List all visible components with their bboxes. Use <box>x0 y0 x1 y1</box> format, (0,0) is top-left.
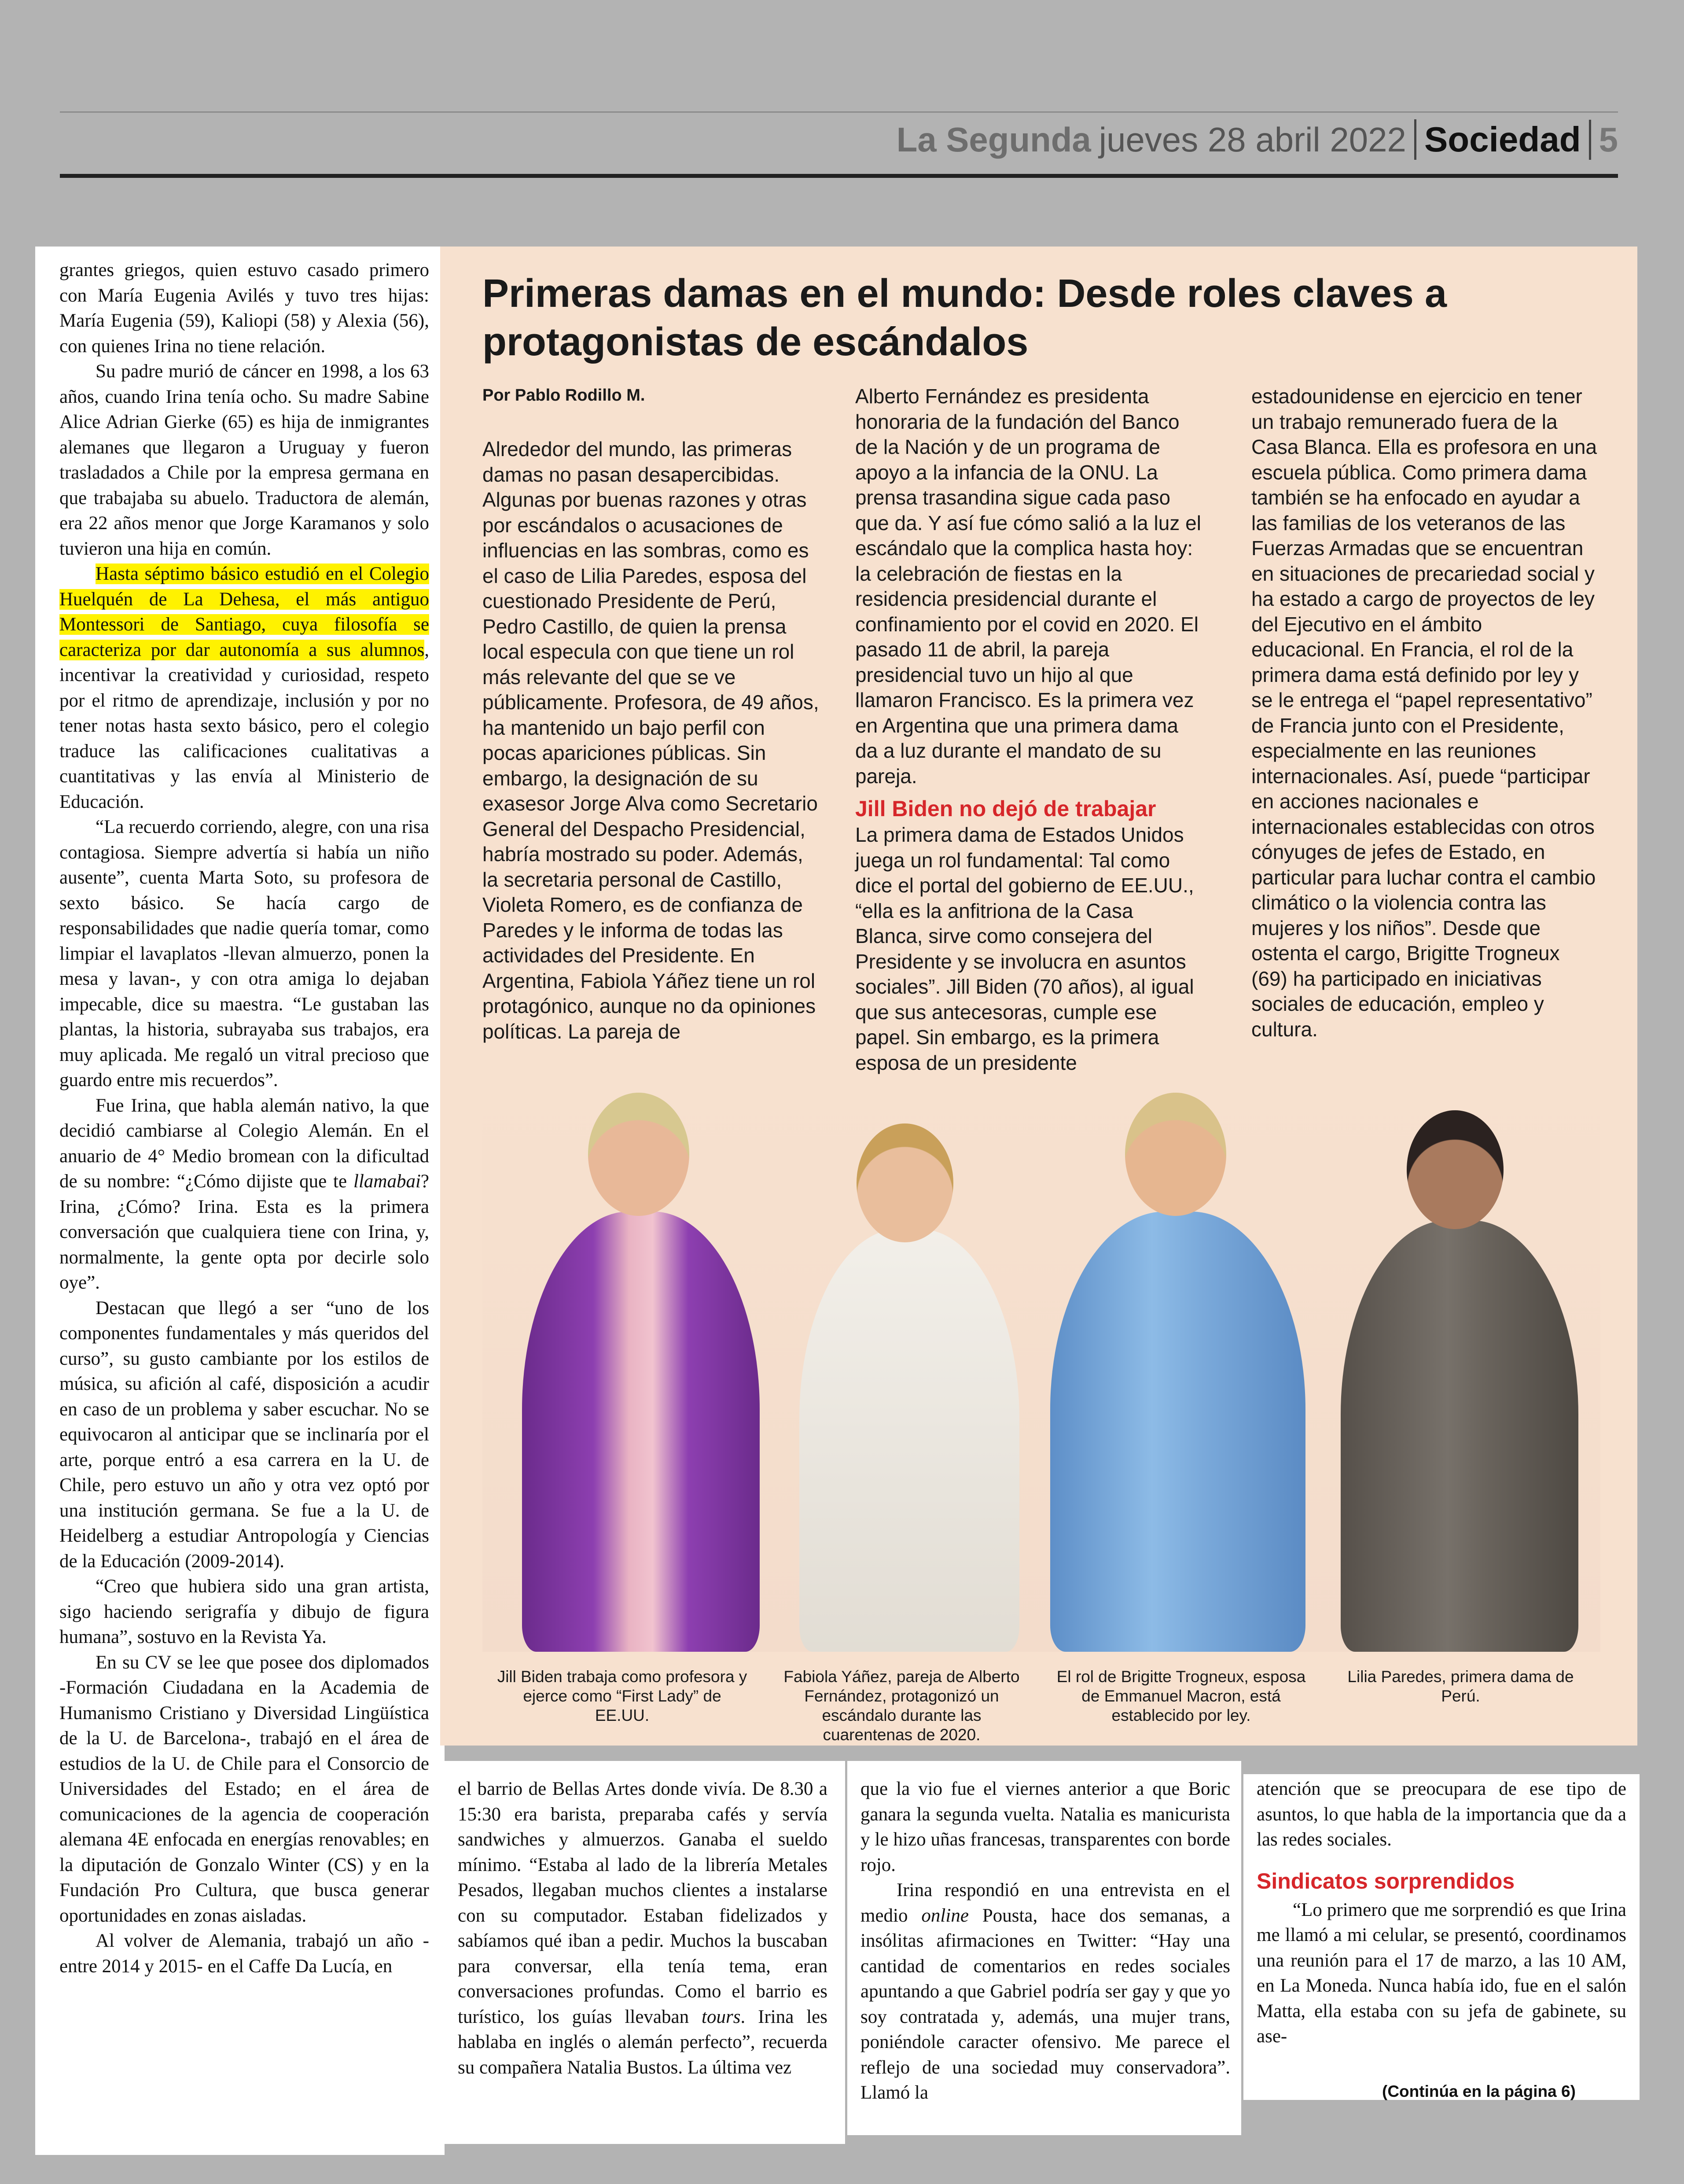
italic-word: tours <box>702 2006 741 2027</box>
paragraph <box>458 1776 827 2080</box>
paragraph: Alrededor del mundo, las primeras damas no pasan desapercibidas. Algunas por buenas razones y otras por escándalos o acusaciones de influencias en las sombras, como es el caso de Lilia Paredes, esposa del cuestionado Presidente de Perú, Pedro Castillo, de quien la prensa local especula con que tiene un rol más relevante del que se ve públicamente. Profesora, de 49 años, ha mantenido un bajo perfil con pocas apariciones públicas. Sin embargo, la designación de su exasesor Jorge Alva como Secretario General del Despacho Presidencial, habría mostrado su poder. Además, la secretaria personal de Castillo, Violeta Romero, es de confianza de Paredes y le informa de todas las actividades del Presidente. En Argentina, Fabiola Yáñez tiene un rol protagónico, aunque no da opiniones políticas. La pareja de <box>482 438 819 1043</box>
feature-box <box>440 247 1637 1746</box>
issue-date: jueves 28 abril 2022 <box>1099 120 1406 159</box>
feature-title: Primeras damas en el mundo: Desde roles claves a protagonistas de escándalos <box>482 272 1447 364</box>
figure-jill-biden <box>504 1088 777 1652</box>
paragraph-highlighted <box>59 561 429 814</box>
text-run: . Irina les hablaba en inglés o alemán perfecto”, recuerda su compañera Natalia Bustos. La última vez <box>458 2006 827 2078</box>
text-run: ? Irina, ¿Cómo? Irina. Esta es la primera conversación que cualquiera tiene con Irina, y, normalmente, la gente opta por decirle solo oye”. <box>59 1171 429 1293</box>
first-ladies-photo <box>482 1079 1600 1652</box>
paragraph: grantes griegos, quien estuvo casado primero con María Eugenia Avilés y tuvo tres hijas: María Eugenia (59), Kaliopi (58) y Alexia (56), con quienes Irina no tiene relación. <box>59 260 429 357</box>
feature-column-2 <box>855 384 1203 1075</box>
newspaper-name: La Segunda <box>896 120 1091 159</box>
paragraph: “Creo que hubiera sido una gran artista, sigo haciendo serigrafía y dibujo de figura humana”, sostuvo en la Revista Ya. <box>59 1576 429 1647</box>
text-run: Pousta, hace dos semanas, a insólitas afirmaciones en Twitter: “Hay una cantidad de comentarios en redes sociales apuntando a que Gabriel podría ser gay y que yo soy contratada y, además, una mujer trans, poniéndole caracter ofensivo. Me parece el reflejo de una sociedad muy conservadora”. Llamó la <box>860 1905 1230 2103</box>
italic-word: online <box>921 1905 969 1926</box>
paragraph: Destacan que llegó a ser “uno de los componentes fundamentales y más queridos del curso”, su gusto cambiante por los estilos de música, su afición al café, disposición a acudir en caso de un problema y saber escuchar. No se equivocaron al anticipar que se inclinaría por el arte, porque entró a esa carrera en la U. de Chile, pero estuvo un año y otra vez optó por una institución germana. Se fue a la U. de Heidelberg a estudiar Antropología y Ciencias de la Educación (2009-2014). <box>59 1297 429 1572</box>
text-run: Fue Irina, que habla alemán nativo, la que decidió cambiarse al Colegio Alemán. En el anuario de 4° Medio bromean con la dificultad de su nombre: “¿Cómo dijiste que te <box>59 1095 429 1192</box>
paragraph: que la vio fue el viernes anterior a que Boric ganara la segunda vuelta. Natalia es manicurista y le hizo uñas francesas, transparentes con borde rojo. <box>860 1779 1230 1875</box>
text-run: Irina respondió en una entrevista en el medio <box>860 1880 1230 1926</box>
caption: Fabiola Yáñez, pareja de Alberto Fernández, protagonizó un escándalo durante las cuarentenas de 2020. <box>783 1668 1020 1744</box>
header-top-rule <box>60 111 1618 113</box>
paragraph: Su padre murió de cáncer en 1998, a los 63 años, cuando Irina tenía ocho. Su madre Sabine Alice Adrian Gierke (65) es hija de inmigrantes alemanes que llegaron a Uruguay y fueron trasladados a Chile por la empresa germana en que trabajaba su abuelo. Traductora de alemán, era 22 años menor que Jorge Karamanos y solo tuvieron una hija en común. <box>59 361 429 559</box>
bottom-column-2-text <box>458 1776 827 2080</box>
feature-column-1 <box>482 437 821 1044</box>
highlighted-text: Hasta séptimo básico estudió en el Colegio Huelquén de La Dehesa, el más antiguo Montessori de Santiago, cuya filosofía se caracteriza por dar autonomía a sus alumnos <box>59 563 429 660</box>
text-run: el barrio de Bellas Artes donde vivía. De 8.30 a 15:30 era barista, preparaba cafés y servía sandwiches y almuerzos. Ganaba el sueldo mínimo. “Estaba al lado de la librería Metales Pesados, llegaban muchos clientes a instalarse con su computador. Estaban fidelizados y sabíamos qué iban a pedir. Muchos la buscaban para conversar, ella tenía tema, eran conversaciones profundas. Como el barrio es turístico, los guías llevaban <box>458 1779 827 2027</box>
subheading: Sindicatos sorprendidos <box>1257 1868 1515 1893</box>
bottom-column-4-text <box>1257 1776 1626 2049</box>
figure-fabiola-yanez <box>786 1115 1033 1652</box>
paragraph <box>59 1093 429 1296</box>
paragraph-rest: , incentivar la creatividad y curiosidad, respeto por el ritmo de aprendizaje, inclusión y por no tener notas hasta sexto básico, pero el colegio traduce las calificaciones cualitativas a cuantitativas y las envía al Ministerio de Educación. <box>59 639 429 812</box>
photo-captions <box>482 1667 1600 1745</box>
paragraph: estadounidense en ejercicio en tener un trabajo remunerado fuera de la Casa Blanca. Ella es profesora en una escuela pública. Como primera dama también se ha enfocado en ayudar a las familias de los veteranos de las Fuerzas Armadas que se encuentran en situaciones de precariedad social y ha estado a cargo de proyectos de ley del Ejecutivo en el ámbito educacional. En Francia, el rol de la primera dama está definido por ley y se le entrega el “papel representativo” de Francia junto con el Presidente, especialmente en las reuniones internacionales. Así, puede “participar en acciones nacionales e internacionales establecidas con otros cónyuges de jefes de Estado, en particular para luchar contra el cambio climático o la violencia contra las mujeres y los niños”. Desde que ostenta el cargo, Brigitte Trogneux (69) ha participado en iniciativas sociales de educación, empleo y cultura. <box>1251 385 1597 1041</box>
figure-lilia-paredes <box>1332 1101 1587 1652</box>
left-column-text <box>59 258 429 1979</box>
page-header <box>897 115 1618 164</box>
paragraph <box>860 1878 1230 2106</box>
subheading: Jill Biden no dejó de trabajar <box>855 796 1156 821</box>
caption: El rol de Brigitte Trogneux, esposa de Emmanuel Macron, está establecido por ley. <box>1056 1668 1306 1724</box>
bottom-column-3-text <box>860 1776 1230 2106</box>
paragraph: atención que se preocupara de ese tipo de asuntos, lo que habla de la importancia que da a las redes sociales. <box>1257 1779 1626 1850</box>
paragraph: “La recuerdo corriendo, alegre, con una risa contagiosa. Siempre advertía si había un niño ausente”, cuenta Marta Soto, su profesora de sexto básico. Se hacía cargo de responsabilidades que nadie quería tomar, como limpiar el lavaplatos -llevan almuerzo, ponen la mesa y lavan-, y con otra amiga lo dejaban impecable, dice su maestra. “Le gustaban las plantas, la historia, subrayaba sus trabajos, era muy aplicada. Me regaló un vitral precioso que guardo entre mis recuerdos”. <box>59 817 429 1090</box>
section-name: Sociedad <box>1414 119 1581 160</box>
paragraph: La primera dama de Estados Unidos juega un rol fundamental: Tal como dice el portal del gobierno de EE.UU., “ella es la anfitriona de la Casa Blanca, sirve como consejera del Presidente y se involucra en asuntos sociales”. Jill Biden (70 años), al igual que sus antecesoras, cumple ese papel. Sin embargo, es la primera esposa de un presidente <box>855 823 1194 1074</box>
caption: Jill Biden trabaja como profesora y ejerce como “First Lady” de EE.UU. <box>497 1668 747 1724</box>
paragraph: “Lo primero que me sorprendió es que Irina me llamó a mi celular, se presentó, coordinamos una reunión para el 17 de marzo, a las 10 AM, en La Moneda. Nunca había ido, fue en el salón Matta, ella estaba con su jefa de gabinete, su ase- <box>1257 1899 1626 2047</box>
continued-note: (Continúa en la página 6) <box>1382 2082 1576 2100</box>
figure-brigitte-trogneux <box>1041 1088 1314 1652</box>
italic-word: llamabai <box>353 1171 421 1192</box>
header-bottom-rule <box>60 174 1618 178</box>
caption: Lilia Paredes, primera dama de Perú. <box>1347 1668 1574 1705</box>
paragraph: Alberto Fernández es presidenta honoraria de la fundación del Banco de la Nación y de un programa de apoyo a la infancia de la ONU. La prensa trasandina sigue cada paso que da. Y así fue cómo salió a la luz el escándalo que la complica hasta hoy: la celebración de fiestas en la residencia presidencial durante el confinamiento por el covid en 2020. El pasado 11 de abril, la pareja presidencial tuvo un hijo al que llamaron Francisco. Es la primera vez en Argentina que una primera dama da a luz durante el mandato de su pareja. <box>855 385 1201 788</box>
paragraph: En su CV se lee que posee dos diplomados -Formación Ciudadana en la Academia de Humanismo Cristiano y Diversidad Lingüística de la U. de Barcelona-, trabajó en el área de estudios de la U. de Chile para el Consorcio de Universidades del Estado; en el área de comunicaciones de la agencia de cooperación alemana 4E enfocada en energías renovables; en la diputación de Gonzalo Winter (CS) y en la Fundación Pro Cultura, que busca generar oportunidades en zonas aisladas. <box>59 1652 429 1926</box>
feature-column-3 <box>1251 384 1599 1042</box>
paragraph: Al volver de Alemania, trabajó un año -entre 2014 y 2015- en el Caffe Da Lucía, en <box>59 1930 429 1977</box>
page-number: 5 <box>1589 120 1618 160</box>
byline: Por Pablo Rodillo M. <box>482 386 645 405</box>
